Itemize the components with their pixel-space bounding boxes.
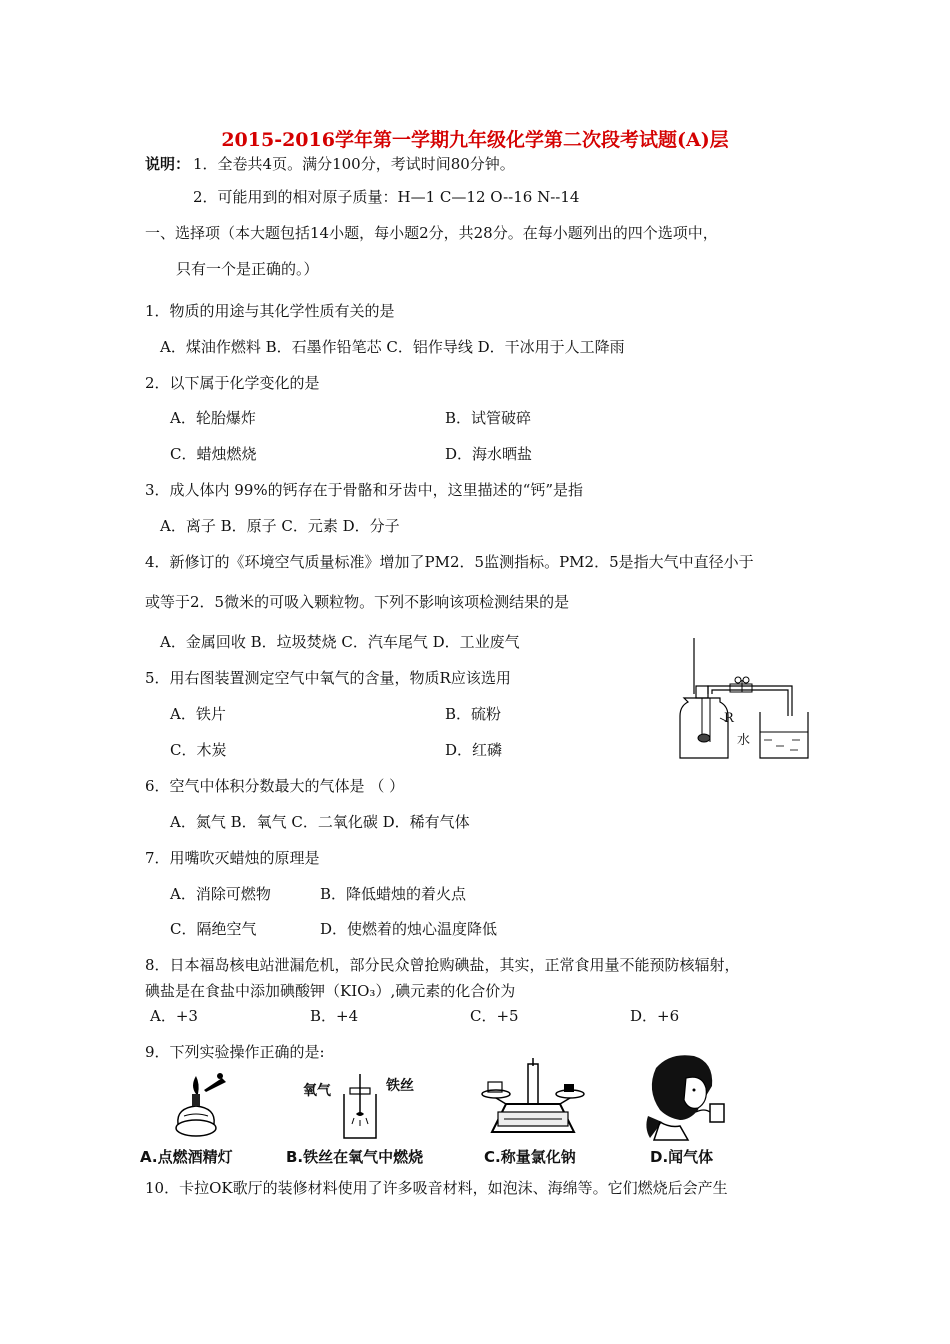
q3-options: A．离子 B．原子 C．元素 D．分子 — [160, 517, 400, 535]
page-title: 2015-2016学年第一学期九年级化学第二次段考试题(A)层 — [221, 129, 729, 151]
q5-option-c: C．木炭 — [170, 741, 227, 759]
notes-line-2: 2．可能用到的相对原子质量：H—1 C—12 O--16 N--14 — [193, 188, 580, 206]
q6-stem: 6．空气中体积分数最大的气体是 （ ） — [145, 777, 405, 795]
q7-stem: 7．用嘴吹灭蜡烛的原理是 — [145, 849, 320, 867]
q2-option-a: A．轮胎爆炸 — [170, 409, 256, 427]
q8-option-c: C．+5 — [470, 1007, 519, 1025]
q10-stem: 10．卡拉OK歌厅的装修材料使用了许多吸音材料，如泡沫、海绵等。它们燃烧后会产生 — [145, 1179, 728, 1197]
q4-stem-line-1: 4．新修订的《环境空气质量标准》增加了PM2．5监测指标。PM2．5是指大气中直径小于 — [145, 553, 754, 571]
q4-options: A．金属回收 B．垃圾焚烧 C．汽车尾气 D．工业废气 — [160, 633, 520, 651]
q7-option-b: B．降低蜡烛的着火点 — [320, 885, 467, 903]
q9-caption-d: D.闻气体 — [650, 1148, 714, 1166]
q8-option-b: B．+4 — [310, 1007, 359, 1025]
q9-caption-a: A.点燃酒精灯 — [140, 1148, 233, 1166]
q2-option-b: B．试管破碎 — [445, 409, 532, 427]
q9-caption-b: B.铁丝在氧气中燃烧 — [286, 1148, 424, 1166]
q4-stem-line-2: 或等于2．5微米的可吸入颗粒物。下列不影响该项检测结果的是 — [145, 593, 570, 611]
figure-label-water: 水 — [737, 733, 751, 748]
q7-option-c: C．隔绝空气 — [170, 920, 257, 938]
q2-option-c: C．蜡烛燃烧 — [170, 445, 257, 463]
q5-option-d: D．红磷 — [445, 741, 503, 759]
section-heading: 一、选择项（本大题包括14小题，每小题2分，共28分。在每小题列出的四个选项中， — [145, 224, 718, 242]
q8-stem-line-2: 碘盐是在食盐中添加碘酸钾（KIO₃）,碘元素的化合价为 — [145, 982, 516, 1000]
figure-label-r: R — [724, 711, 734, 726]
q7-option-a: A．消除可燃物 — [170, 885, 271, 903]
q5-stem: 5．用右图装置测定空气中氧气的含量，物质R应该选用 — [145, 669, 511, 687]
alcohol-lamp-figure — [170, 1072, 230, 1140]
q1-stem: 1．物质的用途与其化学性质有关的是 — [145, 302, 395, 320]
notes-line-1: 1．全卷共4页。满分100分，考试时间80分钟。 — [193, 155, 515, 173]
q2-stem: 2．以下属于化学变化的是 — [145, 374, 320, 392]
smelling-gas-figure — [640, 1050, 736, 1142]
q1-options: A．煤油作燃料 B．石墨作铅笔芯 C．铝作导线 D．干冰用于人工降雨 — [160, 338, 625, 356]
q5-option-a: A．铁片 — [170, 705, 226, 723]
q5-option-b: B．硫粉 — [445, 705, 502, 723]
iron-wire-oxygen-figure — [330, 1074, 390, 1142]
q2-option-d: D．海水晒盐 — [445, 445, 533, 463]
q6-options: A．氮气 B．氧气 C．二氧化碳 D．稀有气体 — [170, 813, 470, 831]
q3-stem: 3．成人体内 99%的钙存在于骨骼和牙齿中，这里描述的“钙”是指 — [145, 481, 583, 499]
q9-caption-c: C.称量氯化钠 — [484, 1148, 576, 1166]
figure-label-oxygen: 氧气 — [303, 1083, 331, 1099]
q8-option-d: D．+6 — [630, 1007, 680, 1025]
balance-scale-figure — [478, 1054, 588, 1140]
figure-label-iron-wire: 铁丝 — [386, 1078, 414, 1094]
q8-stem-line-1: 8．日本福岛核电站泄漏危机，部分民众曾抢购碘盐，其实，正常食用量不能预防核辐射， — [145, 956, 740, 974]
q8-option-a: A．+3 — [150, 1007, 198, 1025]
notes-label: 说明： — [145, 155, 191, 173]
section-heading-cont: 只有一个是正确的。） — [176, 260, 319, 278]
q7-option-d: D．使燃着的烛心温度降低 — [320, 920, 498, 938]
q9-stem: 9．下列实验操作正确的是: — [145, 1043, 325, 1061]
